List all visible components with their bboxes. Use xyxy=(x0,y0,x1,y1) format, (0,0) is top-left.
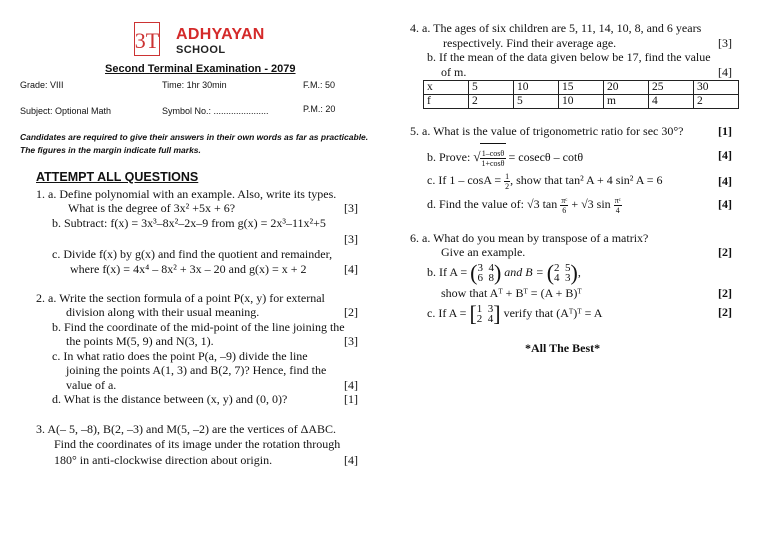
table-cell: 4 xyxy=(649,95,694,109)
q2b-mark: [3] xyxy=(344,334,358,348)
q2c-line3: value of a. xyxy=(66,378,117,392)
q1a-line2: What is the degree of 3x² +5x + 6? xyxy=(68,201,236,215)
q2c-line1: c. In what ratio does the point P(a, –9) divide the line xyxy=(52,349,308,363)
q2c-mark: [4] xyxy=(344,378,358,392)
exam-title: Second Terminal Examination - 2079 xyxy=(105,63,296,75)
q6b-middle: and B = xyxy=(504,265,544,279)
school-name: ADHYAYAN xyxy=(176,26,265,43)
q4b-line1: b. If the mean of the data given below be 17, find the value xyxy=(427,50,711,64)
matrix-a: 3 4 6 8 xyxy=(477,262,494,285)
table-row-f xyxy=(424,95,739,109)
q1c-line2: where f(x) = 4x⁴ – 8x² + 3x – 20 and g(x) = x + 2 xyxy=(70,262,307,276)
q4a-line1: 4. a. The ages of six children are 5, 11, 14, 10, 8, and 6 years xyxy=(410,21,702,35)
q5c-denominator: 2 xyxy=(505,181,510,191)
q5b-mark: [4] xyxy=(718,148,732,162)
school-subtitle: SCHOOL xyxy=(176,44,226,56)
q3-line1: 3. A(– 5, –8), B(2, –3) and M(5, –2) are the vertices of ΔABC. xyxy=(36,422,336,436)
matrix-b: 2 5 4 3 xyxy=(554,262,571,285)
q6a-line1: 6. a. What do you mean by transpose of a matrix? xyxy=(410,231,649,245)
q5b-suffix: = cosecθ – cotθ xyxy=(508,150,584,164)
q6c-prefix: c. If A = xyxy=(427,306,467,320)
q2c-line2: joining the points A(1, 3) and B(2, 7)? Hence, find the xyxy=(66,363,327,377)
q6a-line2: Give an example. xyxy=(441,245,526,259)
q6b-prefix: b. If A = xyxy=(427,265,468,279)
q5d-denominator-2: 4 xyxy=(615,205,620,215)
q5d-numerator-2: πᶜ xyxy=(614,195,621,205)
table-cell: 5 xyxy=(469,81,514,95)
q2d-mark: [1] xyxy=(344,392,358,406)
table-cell: f xyxy=(424,95,469,109)
q3-line3: 180° in anti-clockwise direction about origin. xyxy=(54,453,273,467)
q5d-denominator-1: 6 xyxy=(562,205,567,215)
q2a-line1: 2. a. Write the section formula of a point P(x, y) for external xyxy=(36,291,325,305)
q5a-line1: 5. a. What is the value of trigonometric ratio for sec 30°? xyxy=(410,124,684,138)
grade: Grade: VIII xyxy=(20,80,64,90)
full-marks: F.M.: 50 xyxy=(303,80,336,90)
q1c-mark: [4] xyxy=(344,262,358,276)
q5d-mark: [4] xyxy=(718,197,732,211)
q1a-line1: 1. a. Define polynomial with an example. Also, write its types. xyxy=(36,187,337,201)
q5c-numerator: 1 xyxy=(505,171,510,181)
symbol-no: Symbol No.: ...................... xyxy=(162,106,269,116)
q3-mark: [4] xyxy=(344,453,358,467)
subject: Subject: Optional Math xyxy=(20,106,112,116)
q5b-prefix: b. Prove: xyxy=(427,150,471,164)
q5c-prefix: c. If 1 – cosA = xyxy=(427,173,502,187)
q4a-line2: respectively. Find their average age. xyxy=(443,36,617,50)
q5d-line xyxy=(427,193,622,215)
table-cell: 2 xyxy=(469,95,514,109)
q1a-mark: [3] xyxy=(344,201,358,215)
table-cell: 30 xyxy=(694,81,739,95)
exam-time: Time: 1hr 30min xyxy=(162,80,227,90)
q4b-mark: [4] xyxy=(718,65,732,79)
table-cell: 10 xyxy=(514,81,559,95)
q6b-mark: [2] xyxy=(718,286,732,300)
q6b-line1: b. If A = (3 4 6 8) and B = (2 5 4 3), xyxy=(427,260,581,286)
attempt-all-heading: ATTEMPT ALL QUESTIONS xyxy=(36,170,199,184)
table-row-x xyxy=(424,81,739,95)
q5d-middle: + √3 sin xyxy=(571,197,611,211)
q5d-prefix: d. Find the value of: √3 tan xyxy=(427,197,558,211)
q1b-mark: [3] xyxy=(344,232,358,246)
q5c-mark: [4] xyxy=(718,174,732,188)
footer-all-the-best: *All The Best* xyxy=(525,341,601,355)
q6b-line2: show that Aᵀ + Bᵀ = (A + B)ᵀ xyxy=(441,286,582,300)
q2b-line1: b. Find the coordinate of the mid-point of the line joining the xyxy=(52,320,345,334)
table-cell: 10 xyxy=(559,95,604,109)
q5d-numerator-1: πᶜ xyxy=(561,195,568,205)
q1c-line1: c. Divide f(x) by g(x) and find the quotient and remainder, xyxy=(52,247,333,261)
q2b-line2: the points M(5, 9) and N(3, 1). xyxy=(66,334,214,348)
q5c-suffix: , show that tan² A + 4 sin² A = 6 xyxy=(510,173,663,187)
instructions: Candidates are required to give their answers in their own words as far as practicable. The figures in the margin indicate full marks. xyxy=(20,132,369,155)
matrix-c: 1 3 2 4 xyxy=(476,303,494,326)
q5b-line: b. Prove: √ $\frac{1-\cos\theta}{1+\cos\theta}$ = cosecθ – cotθ xyxy=(427,143,583,169)
q5c-line xyxy=(427,170,663,191)
table-cell: m xyxy=(604,95,649,109)
table-cell: x xyxy=(424,81,469,95)
q4b-line2: of m. xyxy=(441,65,467,79)
q6a-mark: [2] xyxy=(718,245,732,259)
q6c-line: c. If A = [1 3 2 4] verify that (Aᵀ)ᵀ = A xyxy=(427,301,603,327)
q2a-line2: division along with their usual meaning. xyxy=(66,305,260,319)
table-cell: 15 xyxy=(559,81,604,95)
q4a-mark: [3] xyxy=(718,36,732,50)
frequency-table xyxy=(423,80,739,109)
q1b-line1: b. Subtract: f(x) = 3x³–8x²–2x–9 from g(x) = 2x³–11x²+5 xyxy=(52,216,326,230)
q2a-mark: [2] xyxy=(344,305,358,319)
school-logo xyxy=(134,22,160,56)
table-cell: 25 xyxy=(649,81,694,95)
table-cell: 20 xyxy=(604,81,649,95)
table-cell: 5 xyxy=(514,95,559,109)
logo-glyph: 3T xyxy=(134,28,160,53)
table-cell: 2 xyxy=(694,95,739,109)
q5b-denominator: 1+cosθ xyxy=(481,158,505,168)
q5b-numerator: 1–cosθ xyxy=(481,148,505,158)
q6c-suffix: verify that (Aᵀ)ᵀ = A xyxy=(503,306,603,320)
q5a-mark: [1] xyxy=(718,124,732,138)
q2d-line1: d. What is the distance between (x, y) and (0, 0)? xyxy=(52,392,288,406)
q3-line2: Find the coordinates of its image under the rotation through xyxy=(54,437,341,451)
pass-marks: P.M.: 20 xyxy=(303,104,336,114)
q6c-mark: [2] xyxy=(718,305,732,319)
